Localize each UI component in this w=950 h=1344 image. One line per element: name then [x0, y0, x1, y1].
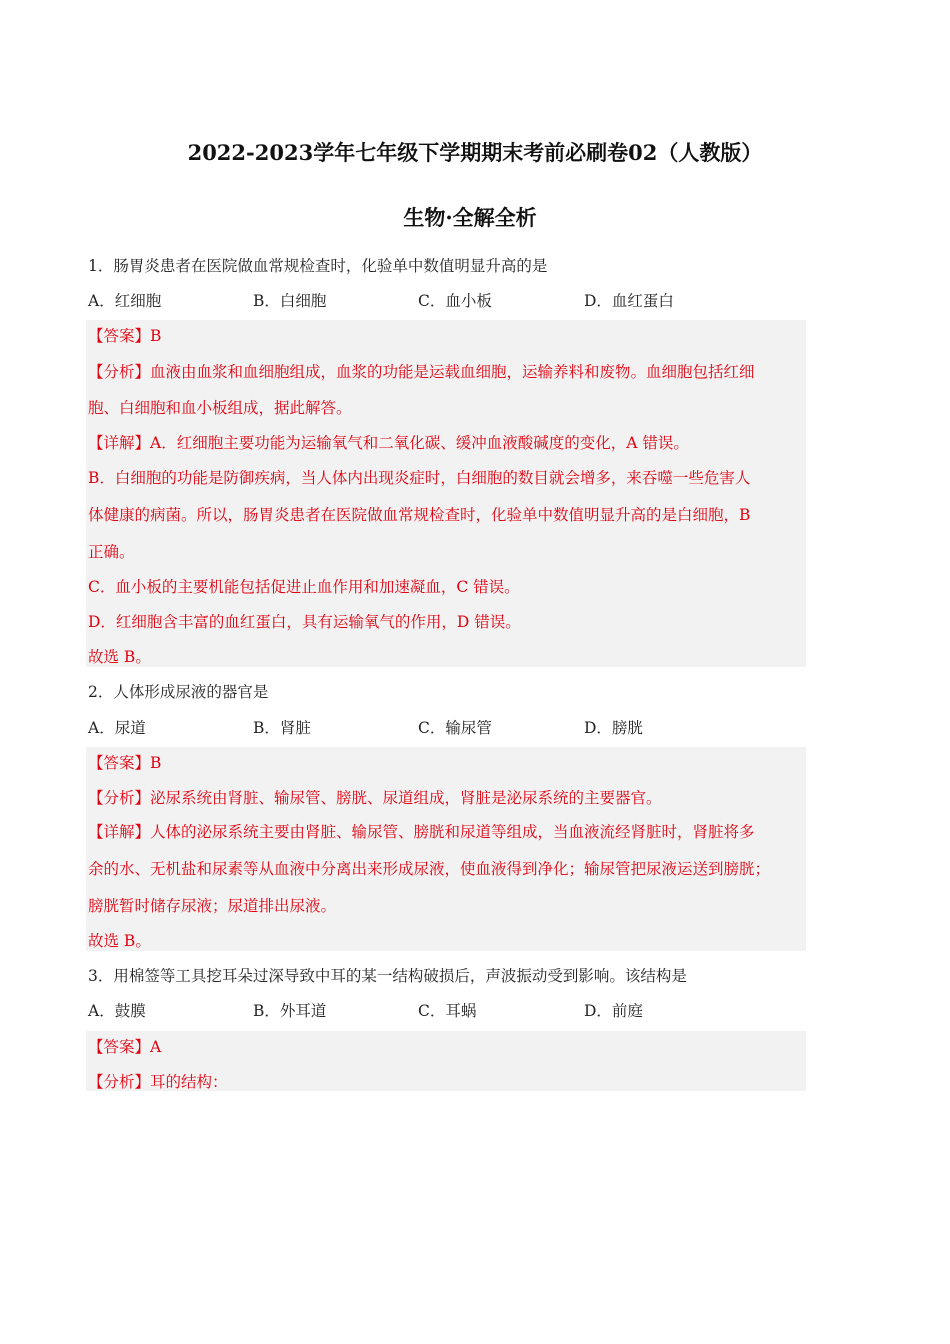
document-subtitle: 生物·全解全析	[403, 205, 537, 230]
question-1-option-b: B．白细胞	[253, 292, 327, 310]
question-3-explanation	[86, 1031, 806, 1091]
question-2-stem: 2．人体形成尿液的器官是	[88, 683, 269, 701]
question-2-explanation	[86, 747, 806, 951]
answer-line: 【答案】B	[88, 327, 162, 345]
question-3-option-d: D．前庭	[584, 1002, 643, 1020]
detail-line: 【详解】A．红细胞主要功能为运输氧气和二氧化碳、缓冲血液酸碱度的变化，A 错误。	[88, 434, 689, 452]
question-3-option-c: C．耳蜗	[418, 1002, 477, 1020]
analysis-line: 【分析】血液由血浆和血细胞组成，血浆的功能是运载血细胞，运输养料和废物。血细胞包括红细	[88, 363, 755, 381]
answer-line: 【答案】B	[88, 754, 162, 772]
detail-line: B．白细胞的功能是防御疾病，当人体内出现炎症时，白细胞的数目就会增多，来吞噬一些危害人	[88, 469, 751, 487]
question-1-option-d: D．血红蛋白	[584, 292, 674, 310]
detail-line: 正确。	[88, 543, 135, 561]
analysis-line: 【分析】耳的结构：	[88, 1073, 228, 1091]
detail-line: D．红细胞含丰富的血红蛋白，具有运输氧气的作用，D 错误。	[88, 613, 521, 631]
detail-line: C．血小板的主要机能包括促进止血作用和加速凝血，C 错误。	[88, 578, 520, 596]
detail-line: 余的水、无机盐和尿素等从血液中分离出来形成尿液，使血液得到净化；输尿管把尿液运送到膀胱；	[88, 860, 771, 878]
detail-line: 体健康的病菌。所以，肠胃炎患者在医院做血常规检查时，化验单中数值明显升高的是白细胞，B	[88, 506, 751, 524]
document-title: 2022-2023学年七年级下学期期末考前必刷卷02（人教版）	[187, 140, 763, 165]
question-1-option-c: C．血小板	[418, 292, 492, 310]
conclusion-line: 故选 B。	[88, 932, 151, 950]
detail-line: 【详解】人体的泌尿系统主要由肾脏、输尿管、膀胱和尿道等组成，当血液流经肾脏时，肾脏将多	[88, 823, 755, 841]
analysis-line: 【分析】泌尿系统由肾脏、输尿管、膀胱、尿道组成，肾脏是泌尿系统的主要器官。	[88, 789, 662, 807]
question-2-options	[88, 716, 808, 740]
question-3-stem: 3．用棉签等工具挖耳朵过深导致中耳的某一结构破损后，声波振动受到影响。该结构是	[88, 967, 687, 985]
question-1-option-a: A．红细胞	[88, 292, 162, 310]
question-2-option-a: A．尿道	[88, 719, 146, 737]
answer-line: 【答案】A	[88, 1038, 162, 1056]
question-1-explanation	[86, 320, 806, 667]
question-3-options	[88, 999, 808, 1023]
question-3-option-b: B．外耳道	[253, 1002, 327, 1020]
conclusion-line: 故选 B。	[88, 648, 151, 666]
analysis-line: 胞、白细胞和血小板组成，据此解答。	[88, 399, 352, 417]
detail-line: 膀胱暂时储存尿液；尿道排出尿液。	[88, 897, 337, 915]
question-3-option-a: A．鼓膜	[88, 1002, 146, 1020]
question-1-stem: 1．肠胃炎患者在医院做血常规检查时，化验单中数值明显升高的是	[88, 257, 548, 275]
question-2-option-b: B．肾脏	[253, 719, 311, 737]
question-1-options	[88, 289, 808, 313]
question-2-option-c: C．输尿管	[418, 719, 492, 737]
question-2-option-d: D．膀胱	[584, 719, 643, 737]
